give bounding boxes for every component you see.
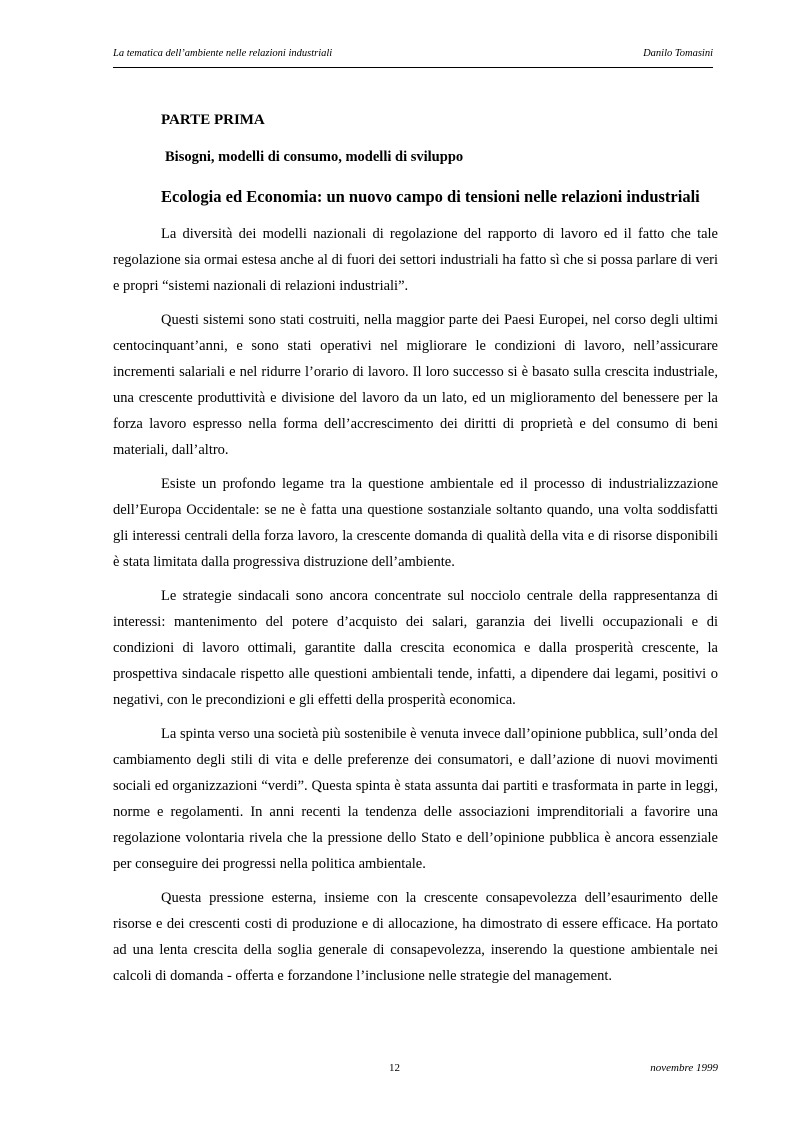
page-body xyxy=(113,110,718,989)
paragraph: Esiste un profondo legame tra la questione ambientale ed il processo di industrializzazione dell’Europa Occidentale: se ne è fatta una questione sostanziale soltanto quando, una volta soddisfatti gli interessi centrali della forza lavoro, la crescente domanda di qualità della vita e di risorse disponibili è stata limitata dalla progressiva distruzione dell’ambiente. xyxy=(113,476,718,570)
paragraph: Questi sistemi sono stati costruiti, nella maggior parte dei Paesi Europei, nel corso degli ultimi centocinquant’anni, e sono stati operativi nel migliorare le condizioni di lavoro, nell’assicurare incrementi salariali e nel ridurre l’orario di lavoro. Il loro successo si è basato sulla crescita industriale, una crescente produttività e divisione del lavoro da un lato, ed un miglioramento del benessere per la forza lavoro espresso nella forma dell’accrescimento dei diritti di proprietà e del consumo di beni materiali, dall’altro. xyxy=(113,312,718,458)
part-title: PARTE PRIMA xyxy=(161,112,265,128)
paragraph: La spinta verso una società più sostenibile è venuta invece dall’opinione pubblica, sull’onda del cambiamento degli stili di vita e delle preferenze dei consumatori, e dall’azione di nuovi movimenti sociali ed organizzazioni “verdi”. Questa spinta è stata assunta dai partiti e trasformata in parte in leggi, norme e regolamenti. In anni recenti la tendenza delle associazioni imprenditoriali a favorire una regolazione volontaria rivela che la pressione dello Stato e dell’opinione pubblica è ancora essenziale per conseguire dei progressi nella politica ambientale. xyxy=(113,726,718,872)
page-number: 12 xyxy=(389,1062,400,1074)
section-title: Ecologia ed Economia: un nuovo campo di tensioni nelle relazioni industriali xyxy=(161,187,700,206)
footer-date: novembre 1999 xyxy=(650,1062,718,1074)
page-footer xyxy=(113,1062,718,1078)
paragraph: La diversità dei modelli nazionali di regolazione del rapporto di lavoro ed il fatto che tale regolazione sia ormai estesa anche al di fuori dei settori industriali ha fatto sì che si possa parlare di veri e propri “sistemi nazionali di relazioni industriali”. xyxy=(113,226,718,294)
chapter-subtitle: Bisogni, modelli di consumo, modelli di sviluppo xyxy=(165,149,464,165)
header-author: Danilo Tomasini xyxy=(643,48,713,59)
header-document-title: La tematica dell’ambiente nelle relazioni industriali xyxy=(113,48,333,59)
page-header xyxy=(113,47,713,68)
paragraph: Le strategie sindacali sono ancora concentrate sul nocciolo centrale della rappresentanza di interessi: mantenimento del potere d’acquisto dei salari, garanzia dei livelli occupazionali e di condizioni di lavoro ottimali, garantite dalla crescita economica e dalla prosperità crescente, la prospettiva sindacale rispetto alle questioni ambientali tende, infatti, a dipendere dai legami, positivi o negativi, con le precondizioni e gli effetti della prosperità economica. xyxy=(113,588,718,708)
paragraph: Questa pressione esterna, insieme con la crescente consapevolezza dell’esaurimento delle risorse e dei crescenti costi di produzione e di allocazione, ha dimostrato di essere efficace. Ha portato ad una lenta crescita della soglia generale di consapevolezza, inserendo la questione ambientale nei calcoli di domanda - offerta e forzandone l’inclusione nelle strategie del management. xyxy=(113,890,718,984)
